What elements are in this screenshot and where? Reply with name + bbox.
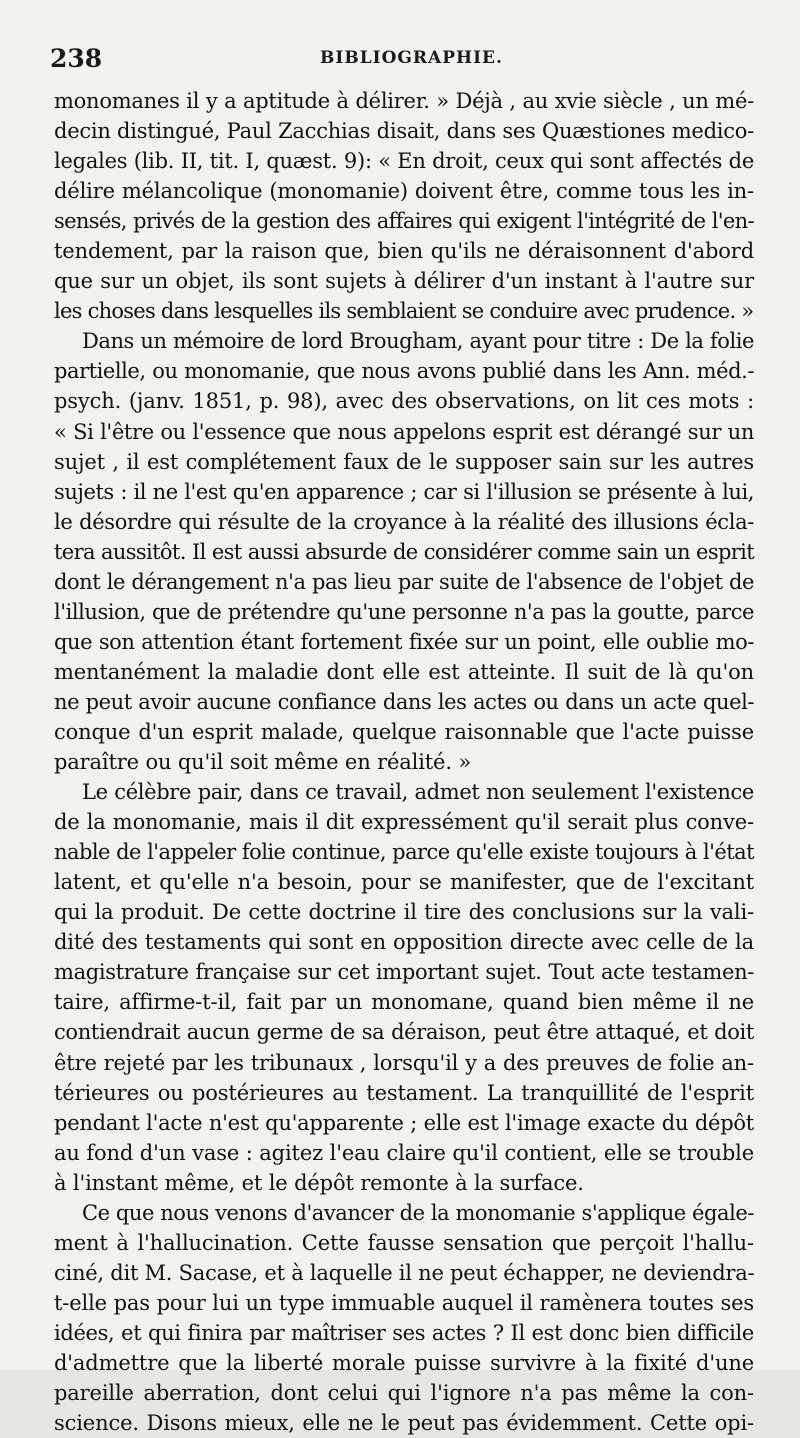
- page-header: [50, 44, 750, 74]
- text-line: les choses dans lesquelles ils semblaient se conduire avec prudence. »: [54, 299, 754, 324]
- text-line: térieures ou postérieures au testament. La tranquillité de l'esprit: [54, 1080, 754, 1105]
- text-line: taire, affirme-t-il, fait par un monomane, quand bien même il ne: [54, 990, 754, 1015]
- text-line: l'illusion, que de prétendre qu'une personne n'a pas la goutte, parce: [54, 599, 754, 624]
- text-line: Le célèbre pair, dans ce travail, admet non seulement l'existence: [82, 780, 754, 805]
- text-line: partielle, ou monomanie, que nous avons publié dans les Ann. méd.-: [54, 359, 754, 384]
- text-line: qui la produit. De cette doctrine il tire des conclusions sur la vali-: [54, 900, 754, 925]
- running-head: BIBLIOGRAPHIE.: [320, 48, 503, 68]
- text-line: ment à l'hallucination. Cette fausse sensation que perçoit l'hallu-: [54, 1230, 754, 1255]
- text-line: « Si l'être ou l'essence que nous appelons esprit est dérangé sur un: [54, 419, 754, 444]
- text-line: sujet , il est complétement faux de le supposer sain sur les autres: [54, 449, 754, 474]
- text-line: délire mélancolique (monomanie) doivent être, comme tous les in-: [54, 179, 754, 204]
- text-line: science. Disons mieux, elle ne le peut pas évidemment. Cette opi-: [54, 1411, 754, 1436]
- text-line: decin distingué, Paul Zacchias disait, dans ses Quæstiones medico-: [54, 119, 754, 144]
- body-text: [54, 86, 754, 1438]
- text-line: que sur un objet, ils sont sujets à délirer d'un instant à l'autre sur: [54, 269, 754, 294]
- text-line: pareille aberration, dont celui qui l'ignore n'a pas même la con-: [54, 1381, 754, 1406]
- text-line: magistrature française sur cet important sujet. Tout acte testamen-: [54, 960, 754, 985]
- text-line: nable de l'appeler folie continue, parce qu'elle existe toujours à l'état: [54, 840, 754, 865]
- text-line: que son attention étant fortement fixée sur un point, elle oublie mo-: [54, 629, 754, 654]
- text-line: de la monomanie, mais il dit expressément qu'il serait plus conve-: [54, 810, 754, 835]
- page-number: 238: [50, 44, 103, 73]
- text-line: mentanément la maladie dont elle est atteinte. Il suit de là qu'on: [54, 659, 754, 684]
- text-line: legales (lib. II, tit. I, quæst. 9): « En droit, ceux qui sont affectés de: [54, 149, 754, 174]
- text-line: pendant l'acte n'est qu'apparente ; elle est l'image exacte du dépôt: [54, 1110, 754, 1135]
- text-line: tera aussitôt. Il est aussi absurde de considérer comme sain un esprit: [54, 539, 754, 564]
- text-line: idées, et qui finira par maîtriser ses actes ? Il est donc bien difficile: [54, 1320, 754, 1345]
- text-line: Ce que nous venons d'avancer de la monomanie s'applique égale-: [82, 1200, 754, 1225]
- text-line: sujets : il ne l'est qu'en apparence ; car si l'illusion se présente à lui,: [54, 479, 754, 504]
- text-line: dont le dérangement n'a pas lieu par suite de l'absence de l'objet de: [54, 569, 754, 594]
- text-line: conque d'un esprit malade, quelque raisonnable que l'acte puisse: [54, 719, 754, 744]
- text-line: t-elle pas pour lui un type immuable auquel il ramènera toutes ses: [54, 1290, 754, 1315]
- text-line: latent, et qu'elle n'a besoin, pour se manifester, que de l'excitant: [54, 870, 754, 895]
- text-line: contiendrait aucun germe de sa déraison, peut être attaqué, et doit: [54, 1020, 754, 1045]
- text-line: sensés, privés de la gestion des affaires qui exigent l'intégrité de l'en-: [54, 209, 754, 234]
- text-line: Dans un mémoire de lord Brougham, ayant pour titre : De la folie: [82, 329, 754, 354]
- text-line: tendement, par la raison que, bien qu'ils ne déraisonnent d'abord: [54, 239, 754, 264]
- text-line: psych. (janv. 1851, p. 98), avec des observations, on lit ces mots :: [54, 389, 754, 414]
- text-line: au fond d'un vase : agitez l'eau claire qu'il contient, elle se trouble: [54, 1140, 754, 1165]
- text-line: à l'instant même, et le dépôt remonte à la surface.: [54, 1170, 584, 1195]
- text-line: ciné, dit M. Sacase, et à laquelle il ne peut échapper, ne deviendra-: [54, 1260, 755, 1285]
- text-line: paraître ou qu'il soit même en réalité. »: [54, 750, 472, 775]
- text-line: monomanes il y a aptitude à délirer. » Déjà , au xvie siècle , un mé-: [54, 89, 754, 113]
- text-line: ne peut avoir aucune confiance dans les actes ou dans un acte quel-: [54, 689, 754, 714]
- text-line: le désordre qui résulte de la croyance à la réalité des illusions écla-: [54, 509, 754, 534]
- text-line: d'admettre que la liberté morale puisse survivre à la fixité d'une: [54, 1350, 754, 1375]
- text-line: dité des testaments qui sont en opposition directe avec celle de la: [54, 930, 754, 955]
- text-line: être rejeté par les tribunaux , lorsqu'il y a des preuves de folie an-: [54, 1050, 754, 1075]
